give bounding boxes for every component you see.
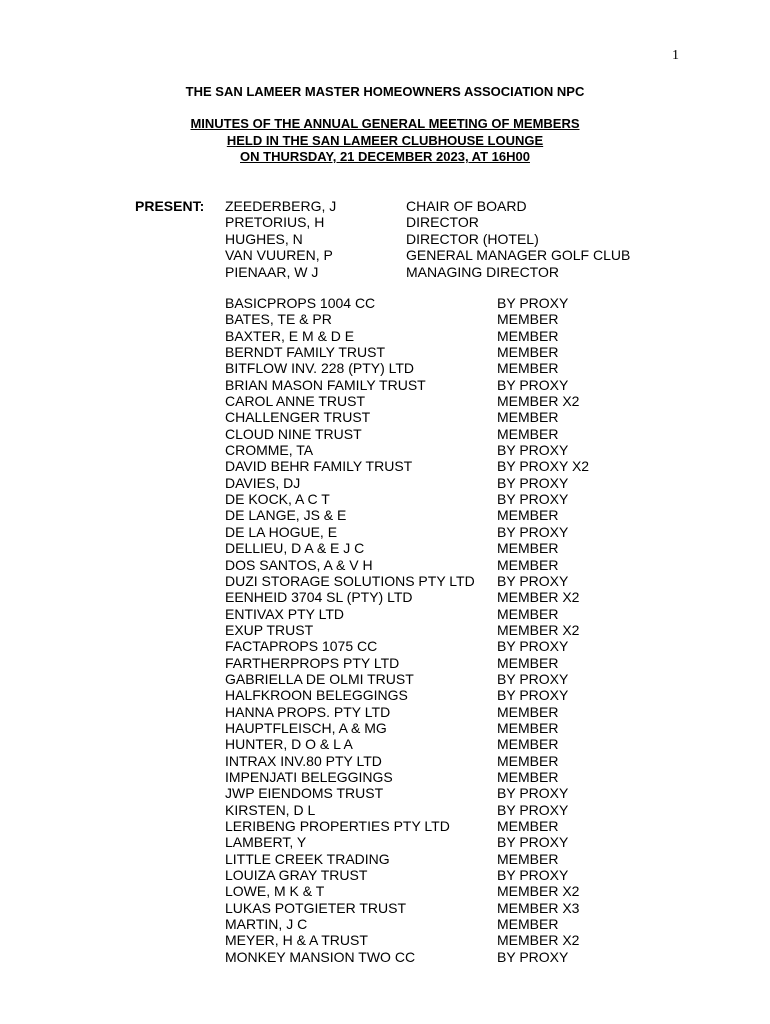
- officer-row: [225, 247, 630, 263]
- member-status: MEMBER: [497, 507, 559, 524]
- member-row: [225, 573, 589, 589]
- officer-role: CHAIR OF BOARD: [406, 198, 527, 214]
- minutes-title-line: MINUTES OF THE ANNUAL GENERAL MEETING OF MEMBERS: [190, 116, 580, 131]
- member-name: CAROL ANNE TRUST: [225, 393, 366, 410]
- member-status: BY PROXY: [497, 834, 569, 851]
- member-row: [225, 328, 589, 344]
- member-name: LUKAS POTGIETER TRUST: [225, 899, 406, 916]
- member-row: [225, 671, 589, 687]
- member-name: CLOUD NINE TRUST: [225, 425, 362, 442]
- member-name: DAVID BEHR FAMILY TRUST: [225, 458, 413, 475]
- member-row: [225, 753, 589, 769]
- member-name: DE KOCK, A C T: [225, 491, 330, 508]
- member-status: MEMBER X2: [497, 883, 580, 900]
- member-row: [225, 916, 589, 932]
- member-status: MEMBER X3: [497, 899, 580, 916]
- member-row: [225, 720, 589, 736]
- organization-title: THE SAN LAMEER MASTER HOMEOWNERS ASSOCIATION NPC: [185, 84, 585, 99]
- member-name: FACTAPROPS 1075 CC: [225, 638, 378, 655]
- member-name: LERIBENG PROPERTIES PTY LTD: [225, 818, 450, 834]
- member-name: LOUIZA GRAY TRUST: [225, 867, 368, 884]
- member-row: [225, 932, 589, 948]
- member-name: DE LA HOGUE, E: [225, 523, 338, 540]
- member-name: CHALLENGER TRUST: [225, 409, 371, 426]
- member-row: [225, 900, 589, 916]
- member-name: BERNDT FAMILY TRUST: [225, 344, 385, 361]
- present-label: PRESENT:: [135, 198, 205, 214]
- officer-name: PIENAAR, W J: [225, 263, 319, 280]
- officer-row: [225, 264, 630, 280]
- member-row: [225, 769, 589, 785]
- member-name: HUNTER, D O & L A: [225, 736, 353, 753]
- member-name: DOS SANTOS, A & V H: [225, 556, 373, 573]
- member-name: BASICPROPS 1004 CC: [225, 295, 376, 311]
- member-status: MEMBER: [497, 540, 559, 557]
- member-row: [225, 687, 589, 703]
- member-name: ENTIVAX PTY LTD: [225, 605, 345, 622]
- officer-role: DIRECTOR: [406, 214, 479, 231]
- member-row: [225, 834, 589, 850]
- member-row: [225, 818, 589, 834]
- member-status: BY PROXY: [497, 572, 569, 589]
- member-status: BY PROXY: [497, 523, 569, 540]
- member-name: LOWE, M K & T: [225, 883, 325, 900]
- member-status: BY PROXY: [497, 687, 569, 704]
- member-name: BITFLOW INV. 228 (PTY) LTD: [225, 360, 415, 377]
- officer-row: [225, 214, 630, 230]
- officer-name: VAN VUUREN, P: [225, 247, 333, 264]
- member-row: [225, 557, 589, 573]
- members-list: [225, 295, 589, 965]
- member-status: BY PROXY: [497, 801, 569, 818]
- member-status: MEMBER: [497, 736, 559, 753]
- member-status: MEMBER X2: [497, 393, 580, 410]
- member-name: INTRAX INV.80 PTY LTD: [225, 752, 382, 769]
- member-status: MEMBER X2: [497, 589, 580, 606]
- member-name: HANNA PROPS. PTY LTD: [225, 703, 391, 720]
- member-name: BRIAN MASON FAMILY TRUST: [225, 376, 426, 393]
- member-row: [225, 475, 589, 491]
- member-row: [225, 409, 589, 425]
- officer-role: DIRECTOR (HOTEL): [406, 230, 539, 247]
- member-name: MEYER, H & A TRUST: [225, 932, 368, 949]
- member-status: MEMBER: [497, 850, 559, 867]
- minutes-title: [0, 116, 770, 166]
- member-row: [225, 540, 589, 556]
- officer-row: [225, 198, 630, 214]
- member-status: MEMBER: [497, 768, 559, 785]
- member-status: MEMBER: [497, 556, 559, 573]
- member-name: MONKEY MANSION TWO CC: [225, 948, 416, 965]
- member-status: BY PROXY: [497, 295, 569, 311]
- member-status: BY PROXY: [497, 376, 569, 393]
- member-row: [225, 802, 589, 818]
- member-status: BY PROXY X2: [497, 458, 590, 475]
- member-row: [225, 655, 589, 671]
- member-status: BY PROXY: [497, 670, 569, 687]
- officer-row: [225, 231, 630, 247]
- minutes-title-line: ON THURSDAY, 21 DECEMBER 2023, AT 16H00: [240, 149, 530, 164]
- member-row: [225, 704, 589, 720]
- member-row: [225, 458, 589, 474]
- member-row: [225, 360, 589, 376]
- member-name: CROMME, TA: [225, 442, 314, 459]
- member-name: HALFKROON BELEGGINGS: [225, 687, 408, 704]
- member-name: DUZI STORAGE SOLUTIONS PTY LTD: [225, 572, 475, 589]
- member-status: MEMBER: [497, 360, 559, 377]
- officers-list: [225, 198, 630, 280]
- member-status: MEMBER: [497, 703, 559, 720]
- member-status: BY PROXY: [497, 474, 569, 491]
- member-status: BY PROXY: [497, 948, 569, 965]
- member-name: HAUPTFLEISCH, A & MG: [225, 719, 387, 736]
- member-name: BATES, TE & PR: [225, 311, 332, 328]
- member-row: [225, 426, 589, 442]
- member-row: [225, 736, 589, 752]
- member-name: EENHEID 3704 SL (PTY) LTD: [225, 589, 413, 606]
- member-row: [225, 589, 589, 605]
- member-status: MEMBER: [497, 818, 559, 834]
- member-row: [225, 344, 589, 360]
- officer-name: HUGHES, N: [225, 230, 303, 247]
- member-name: GABRIELLA DE OLMI TRUST: [225, 670, 414, 687]
- member-row: [225, 638, 589, 654]
- member-status: MEMBER: [497, 916, 559, 933]
- member-row: [225, 606, 589, 622]
- member-status: BY PROXY: [497, 442, 569, 459]
- member-row: [225, 883, 589, 899]
- member-row: [225, 867, 589, 883]
- member-name: DAVIES, DJ: [225, 474, 301, 491]
- member-status: MEMBER: [497, 719, 559, 736]
- member-name: EXUP TRUST: [225, 621, 314, 638]
- member-status: MEMBER: [497, 425, 559, 442]
- member-row: [225, 524, 589, 540]
- page-number: 1: [672, 48, 679, 63]
- member-row: [225, 295, 589, 311]
- member-row: [225, 507, 589, 523]
- member-row: [225, 311, 589, 327]
- member-status: BY PROXY: [497, 491, 569, 508]
- member-name: KIRSTEN, D L: [225, 801, 316, 818]
- member-status: MEMBER: [497, 605, 559, 622]
- member-name: IMPENJATI BELEGGINGS: [225, 768, 393, 785]
- member-name: FARTHERPROPS PTY LTD: [225, 654, 400, 671]
- officer-name: PRETORIUS, H: [225, 214, 325, 231]
- member-name: LAMBERT, Y: [225, 834, 307, 851]
- member-status: MEMBER: [497, 409, 559, 426]
- member-status: MEMBER X2: [497, 932, 580, 949]
- officer-role: MANAGING DIRECTOR: [406, 263, 559, 280]
- member-row: [225, 851, 589, 867]
- member-status: MEMBER X2: [497, 621, 580, 638]
- officer-role: GENERAL MANAGER GOLF CLUB: [406, 247, 631, 264]
- member-status: BY PROXY: [497, 867, 569, 884]
- member-row: [225, 377, 589, 393]
- officer-name: ZEEDERBERG, J: [225, 198, 337, 214]
- member-row: [225, 622, 589, 638]
- member-status: MEMBER: [497, 654, 559, 671]
- member-row: [225, 949, 589, 965]
- member-row: [225, 785, 589, 801]
- member-name: DE LANGE, JS & E: [225, 507, 347, 524]
- member-status: MEMBER: [497, 311, 559, 328]
- minutes-title-line: HELD IN THE SAN LAMEER CLUBHOUSE LOUNGE: [226, 132, 544, 148]
- member-name: LITTLE CREEK TRADING: [225, 850, 390, 867]
- member-name: JWP EIENDOMS TRUST: [225, 785, 384, 802]
- member-row: [225, 393, 589, 409]
- member-status: BY PROXY: [497, 785, 569, 802]
- member-name: MARTIN, J C: [225, 916, 308, 933]
- member-row: [225, 491, 589, 507]
- member-name: DELLIEU, D A & E J C: [225, 540, 365, 557]
- member-status: BY PROXY: [497, 638, 569, 655]
- member-status: MEMBER: [497, 344, 559, 361]
- member-status: MEMBER: [497, 327, 559, 344]
- member-name: BAXTER, E M & D E: [225, 327, 355, 344]
- member-status: MEMBER: [497, 752, 559, 769]
- member-row: [225, 442, 589, 458]
